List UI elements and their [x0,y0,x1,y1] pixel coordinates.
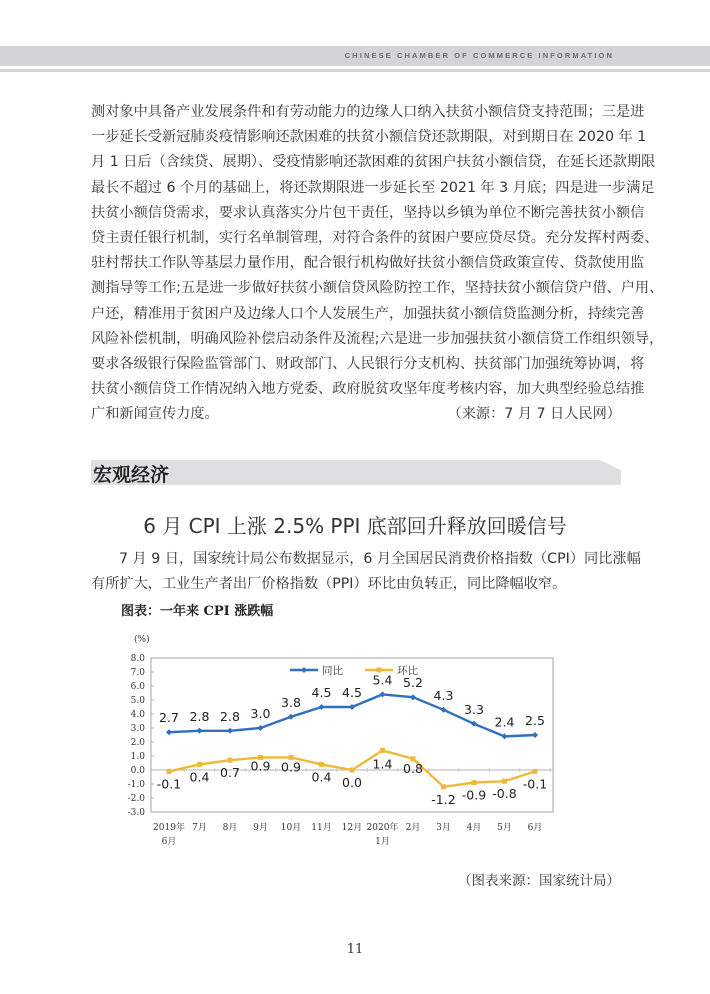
data-point-yoy [532,732,538,738]
series-group [157,672,547,806]
x-tick-label: 9月 [253,823,268,833]
article-title: 6 月 CPI 上涨 2.5% PPI 底部回升释放回暖信号 [143,514,567,538]
x-tick-label: 2019年 [153,823,185,833]
data-point-yoy [197,728,203,734]
legend [290,664,418,677]
y-unit-label: (%) [134,635,150,645]
y-tick-label: 5.0 [130,696,145,706]
x-tick-label: 6月 [527,823,543,833]
data-point-mom [533,769,538,774]
legend-label: 环比 [397,665,418,677]
x-tick-label: 1月 [375,837,390,847]
text-line: 扶贫小额信贷需求，要求认真落实分片包干责任，坚持以乡镇为单位不断完善扶贫小额信 [91,204,645,221]
data-label-mom: 0.4 [311,769,332,785]
cpi-line-chart [110,628,580,863]
text-line: 有所扩大，工业生产者出厂价格指数（PPI）环比由负转正，同比降幅收窄。 [91,576,567,593]
x-tick-label: 11月 [311,823,332,833]
data-point-yoy [258,725,264,731]
data-label-mom: 0.9 [250,758,271,774]
data-label-mom: 0.4 [189,769,210,785]
text-line: 最长不超过 6 个月的基础上，将还款期限进一步延长至 2021 年 3 月底；四是进一步满足 [91,179,655,196]
article-lead [91,547,641,597]
data-point-mom [319,762,324,767]
data-point-mom [380,748,385,753]
x-tick-label: 3月 [436,823,451,833]
text-line: 7 月 9 日，国家统计局公布数据显示，6 月全国居民消费价格指数（CPI）同比涨幅 [119,551,641,567]
y-axis [128,654,154,818]
figure-caption: 图表：一年来 CPI 涨跌幅 [121,604,274,619]
data-label-yoy: 5.2 [403,675,423,691]
data-point-yoy [227,728,233,734]
text-line: 测指导等工作;五是进一步做好扶贫小额信贷风险防控工作，坚持扶贫小额信贷户借、户用、 [91,280,664,297]
data-label-yoy: 2.8 [220,708,240,724]
data-label-mom: 0.7 [220,765,240,781]
data-point-mom [502,779,507,784]
data-label-yoy: 4.3 [433,687,454,703]
text-line: 贷主责任银行机制，实行名单制管理，对符合条件的贫困户要应贷尽贷。充分发挥村两委、 [91,229,659,246]
legend-marker [301,667,307,673]
y-tick-label: 6.0 [130,682,145,692]
legend-label: 同比 [322,665,343,677]
header-divider [0,69,710,72]
text-line: 测对象中具备产业发展条件和有劳动能力的边缘人口纳入扶贫小额信贷支持范围；三是进 [91,104,645,120]
y-tick-label: 4.0 [130,710,145,720]
x-tick-label: 8月 [222,823,238,833]
data-label-mom: -0.1 [156,776,182,792]
text-line-last [91,402,621,427]
y-tick-label: 1.0 [130,752,145,762]
x-tick-label: 5月 [497,823,512,833]
x-tick-label: 2020年 [366,823,399,833]
text-line: 一步延长受新冠肺炎疫情影响还款困难的扶贫小额信贷还款期限，对到期日在 2020 年 1 [91,129,647,146]
legend-marker [377,668,382,673]
x-tick-label: 7月 [192,823,207,833]
data-point-mom [472,780,477,785]
section-header-bar [91,460,621,485]
x-tick-label: 6月 [161,837,177,847]
text-line: 驻村帮扶工作队等基层力量作用，配合银行机构做好扶贫小额信贷政策宣传、贷款使用监 [91,255,645,272]
data-label-mom: 0.9 [281,759,301,775]
data-label-yoy: 5.4 [372,672,393,688]
article-source: （来源：7 月 7 日人民网） [447,406,621,423]
data-point-mom [228,758,233,763]
data-label-yoy: 2.4 [494,714,515,730]
data-label-mom: -0.9 [461,787,487,803]
data-point-yoy [319,704,325,710]
y-tick-label: 3.0 [130,724,145,734]
data-label-mom: -0.1 [522,776,548,792]
data-label-mom: -0.8 [492,786,517,802]
data-label-mom: 0.0 [342,775,362,790]
chart-source: （图表来源：国家统计局） [458,873,620,889]
y-tick-label: -2.0 [127,794,145,804]
page-number: 11 [346,942,364,957]
data-point-yoy [166,729,172,735]
last-line-text: 广和新闻宣传力度。 [91,406,219,423]
data-label-yoy: 2.5 [525,713,545,728]
x-tick-label: 4月 [466,823,482,833]
data-label-mom: 1.4 [372,756,393,772]
y-tick-label: 2.0 [130,738,145,748]
text-line: 月 1 日后（含续贷、展期）、受疫情影响还款困难的贫困户扶贫小额信贷，在延长还款期限 [91,154,656,171]
text-line: 风险补偿机制，明确风险补偿启动条件及流程;六是进一步加强扶贫小额信贷工作组织领导， [91,330,664,347]
x-tick-label: 2月 [405,823,421,833]
previous-article-body [91,100,664,427]
y-tick-label: 7.0 [130,668,145,678]
data-label-yoy: 3.8 [281,694,301,710]
data-point-yoy [288,714,294,720]
y-tick-label: 8.0 [130,654,145,664]
x-tick-label: 12月 [341,823,363,833]
data-label-yoy: 4.5 [311,685,332,700]
data-point-mom [350,768,355,773]
text-line: 要求各级银行保险监管部门、财政部门、人民银行分支机构、扶贫部门加强统筹协调，将 [91,355,645,372]
publication-name: CHINESE CHAMBER OF COMMERCE INFORMATION [344,51,614,60]
y-tick-label: -3.0 [127,808,145,818]
section-title: 宏观经济 [93,464,170,486]
data-point-mom [197,762,202,767]
y-tick-label: 0.0 [130,766,145,776]
text-line: 扶贫小额信贷工作情况纳入地方党委、政府脱贫攻坚年度考核内容，加大典型经验总结推 [91,381,645,398]
data-label-mom: 0.8 [403,760,423,776]
data-label-yoy: 2.7 [159,710,179,726]
x-tick-label: 10月 [280,823,302,833]
data-label-yoy: 2.8 [189,708,210,724]
y-tick-label: -1.0 [127,780,145,790]
data-label-yoy: 4.5 [342,685,362,700]
data-label-yoy: 3.3 [464,701,484,717]
data-point-mom [167,769,172,774]
data-point-mom [441,784,446,789]
data-label-mom: -1.2 [431,791,456,807]
text-line: 户还，精准用于贫困户及边缘人口个人发展生产，加强扶贫小额信贷监测分析，持续完善 [91,305,645,322]
data-label-yoy: 3.0 [250,706,271,721]
